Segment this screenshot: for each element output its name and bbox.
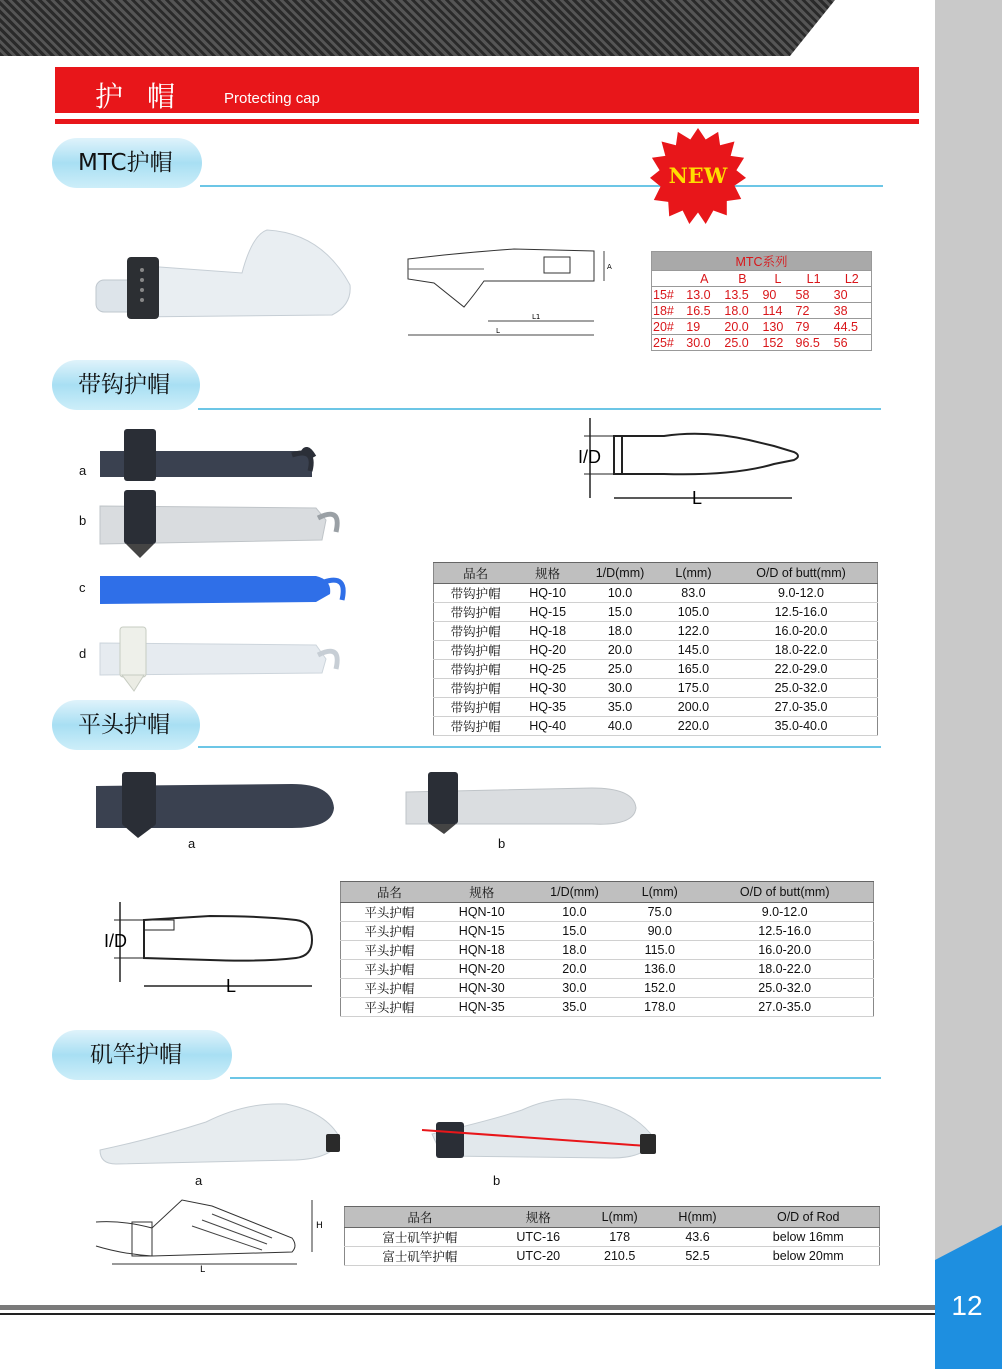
table-row bbox=[434, 641, 878, 660]
table-row bbox=[341, 979, 874, 998]
page-subtitle: Protecting cap bbox=[224, 90, 320, 107]
table-cell: 平头护帽 bbox=[341, 979, 438, 998]
table-cell: 20.0 bbox=[578, 641, 662, 660]
flat-cap-b-image bbox=[402, 770, 638, 834]
table-cell: HQ-10 bbox=[517, 584, 578, 603]
table-cell: 175.0 bbox=[662, 679, 725, 698]
table-cell: 20# bbox=[652, 319, 686, 335]
table-cell: 平头护帽 bbox=[341, 922, 438, 941]
flat-label-b: b bbox=[498, 836, 506, 851]
mtc-dim-l1: L1 bbox=[532, 313, 541, 321]
table-cell: 114 bbox=[761, 303, 794, 319]
table-cell: HQN-18 bbox=[438, 941, 526, 960]
table-cell: 18# bbox=[652, 303, 686, 319]
table-row bbox=[652, 303, 872, 319]
table-cell: 200.0 bbox=[662, 698, 725, 717]
table-row bbox=[341, 922, 874, 941]
table-header: 品名 bbox=[341, 882, 438, 903]
table-row bbox=[341, 903, 874, 922]
table-cell: 44.5 bbox=[833, 319, 872, 335]
new-badge-text: NEW bbox=[668, 163, 728, 188]
table-header: 品名 bbox=[434, 563, 518, 584]
table-cell: 带钩护帽 bbox=[434, 660, 518, 679]
rod-cap-b-image bbox=[402, 1094, 660, 1168]
table-header: 规格 bbox=[517, 563, 578, 584]
table-row bbox=[434, 622, 878, 641]
table-header: O/D of butt(mm) bbox=[725, 563, 878, 584]
table-cell: 带钩护帽 bbox=[434, 717, 518, 736]
table-cell: 210.5 bbox=[582, 1247, 658, 1266]
table-cell: 13.5 bbox=[723, 287, 761, 303]
table-cell: 25.0-32.0 bbox=[725, 679, 878, 698]
table-cell: 25# bbox=[652, 335, 686, 351]
table-row bbox=[434, 717, 878, 736]
table-cell: 9.0-12.0 bbox=[696, 903, 873, 922]
table-cell: 22.0-29.0 bbox=[725, 660, 878, 679]
table-row bbox=[434, 660, 878, 679]
table-cell: 79 bbox=[795, 319, 833, 335]
table-cell: 平头护帽 bbox=[341, 960, 438, 979]
table-cell: 115.0 bbox=[623, 941, 696, 960]
table-row bbox=[341, 941, 874, 960]
table-cell: 20.0 bbox=[723, 319, 761, 335]
table-cell: HQ-18 bbox=[517, 622, 578, 641]
table-cell: 带钩护帽 bbox=[434, 698, 518, 717]
section-divider bbox=[198, 746, 881, 748]
mtc-header-cell: B bbox=[723, 271, 761, 287]
table-cell: 52.5 bbox=[658, 1247, 738, 1266]
table-header: O/D of Rod bbox=[737, 1207, 879, 1228]
section-title-flat: 平头护帽 bbox=[52, 700, 200, 750]
mtc-header-cell bbox=[652, 271, 686, 287]
table-cell: 90.0 bbox=[623, 922, 696, 941]
table-header: H(mm) bbox=[658, 1207, 738, 1228]
flat-dim-l: L bbox=[226, 976, 237, 994]
mtc-header-cell: L1 bbox=[795, 271, 833, 287]
table-cell: 40.0 bbox=[578, 717, 662, 736]
mtc-spec-table bbox=[651, 251, 872, 351]
table-cell: HQ-30 bbox=[517, 679, 578, 698]
table-row bbox=[652, 287, 872, 303]
table-cell: 178.0 bbox=[623, 998, 696, 1017]
flat-spec-table bbox=[340, 881, 874, 1017]
table-cell: 12.5-16.0 bbox=[725, 603, 878, 622]
table-cell: 152 bbox=[761, 335, 794, 351]
table-header: 规格 bbox=[495, 1207, 582, 1228]
flat-label-a: a bbox=[188, 836, 196, 851]
right-margin-band bbox=[935, 0, 1002, 1369]
table-cell: HQN-10 bbox=[438, 903, 526, 922]
table-header: 品名 bbox=[345, 1207, 495, 1228]
table-cell: 12.5-16.0 bbox=[696, 922, 873, 941]
section-divider bbox=[230, 1077, 881, 1079]
table-cell: 13.0 bbox=[685, 287, 723, 303]
rod-label-a: a bbox=[195, 1173, 203, 1188]
table-cell: 43.6 bbox=[658, 1228, 738, 1247]
table-cell: 19 bbox=[685, 319, 723, 335]
hook-cap-d-image bbox=[96, 625, 346, 693]
table-row bbox=[345, 1228, 880, 1247]
table-cell: HQN-30 bbox=[438, 979, 526, 998]
table-cell: 15.0 bbox=[526, 922, 623, 941]
table-cell: 178 bbox=[582, 1228, 658, 1247]
footer-rule-thin bbox=[0, 1313, 935, 1315]
table-cell: 35.0-40.0 bbox=[725, 717, 878, 736]
table-cell: 130 bbox=[761, 319, 794, 335]
table-cell: 富士矶竿护帽 bbox=[345, 1247, 495, 1266]
table-cell: HQ-35 bbox=[517, 698, 578, 717]
table-header: 1/D(mm) bbox=[578, 563, 662, 584]
table-cell: below 20mm bbox=[737, 1247, 879, 1266]
table-cell: 56 bbox=[833, 335, 872, 351]
table-cell: 平头护帽 bbox=[341, 998, 438, 1017]
table-cell: 20.0 bbox=[526, 960, 623, 979]
table-row bbox=[652, 335, 872, 351]
table-header: L(mm) bbox=[623, 882, 696, 903]
table-cell: 220.0 bbox=[662, 717, 725, 736]
table-row bbox=[341, 960, 874, 979]
table-row bbox=[434, 698, 878, 717]
table-cell: 152.0 bbox=[623, 979, 696, 998]
page-title: 护帽 bbox=[95, 80, 200, 113]
hook-spec-table bbox=[433, 562, 878, 736]
table-cell: 27.0-35.0 bbox=[696, 998, 873, 1017]
hook-label-b: b bbox=[79, 513, 87, 528]
table-cell: 15# bbox=[652, 287, 686, 303]
hook-dim-l: L bbox=[692, 488, 703, 506]
mtc-dimension-drawing bbox=[404, 245, 614, 341]
hook-label-d: d bbox=[79, 646, 87, 661]
hook-cap-b-image bbox=[96, 488, 346, 560]
hook-cap-a-image bbox=[96, 425, 346, 485]
rod-dim-h: H bbox=[316, 1221, 323, 1231]
table-cell: 平头护帽 bbox=[341, 941, 438, 960]
table-header: 1/D(mm) bbox=[526, 882, 623, 903]
footer-rule bbox=[0, 1305, 935, 1310]
table-row bbox=[652, 319, 872, 335]
table-cell: 平头护帽 bbox=[341, 903, 438, 922]
table-cell: 带钩护帽 bbox=[434, 603, 518, 622]
table-cell: 145.0 bbox=[662, 641, 725, 660]
mtc-header-cell: L bbox=[761, 271, 794, 287]
rod-dim-l: L bbox=[200, 1265, 206, 1275]
mtc-dim-l: L bbox=[496, 327, 500, 335]
table-cell: 35.0 bbox=[578, 698, 662, 717]
table-cell: 18.0 bbox=[526, 941, 623, 960]
table-cell: HQN-35 bbox=[438, 998, 526, 1017]
table-cell: 25.0 bbox=[578, 660, 662, 679]
mtc-cap-image bbox=[92, 225, 360, 325]
table-cell: 27.0-35.0 bbox=[725, 698, 878, 717]
table-cell: 16.0-20.0 bbox=[725, 622, 878, 641]
hook-label-c: c bbox=[79, 580, 86, 595]
hook-label-a: a bbox=[79, 463, 87, 478]
table-cell: 16.5 bbox=[685, 303, 723, 319]
table-cell: 带钩护帽 bbox=[434, 584, 518, 603]
section-divider bbox=[198, 408, 881, 410]
table-header: O/D of butt(mm) bbox=[696, 882, 873, 903]
header-carbon-strip bbox=[0, 0, 835, 56]
table-cell: 38 bbox=[833, 303, 872, 319]
table-cell: 15.0 bbox=[578, 603, 662, 622]
page-number: 12 bbox=[951, 1290, 983, 1321]
section-title-rod: 矶竿护帽 bbox=[52, 1030, 232, 1080]
table-cell: 122.0 bbox=[662, 622, 725, 641]
table-cell: UTC-16 bbox=[495, 1228, 582, 1247]
table-row bbox=[341, 998, 874, 1017]
table-cell: below 16mm bbox=[737, 1228, 879, 1247]
mtc-dim-a: A bbox=[607, 263, 612, 271]
title-underline bbox=[55, 119, 919, 124]
table-cell: 136.0 bbox=[623, 960, 696, 979]
flat-dimension-drawing bbox=[100, 902, 340, 994]
rod-spec-table bbox=[344, 1206, 880, 1266]
table-cell: 18.0 bbox=[578, 622, 662, 641]
section-divider bbox=[200, 185, 883, 187]
table-cell: HQ-15 bbox=[517, 603, 578, 622]
table-header: L(mm) bbox=[582, 1207, 658, 1228]
table-cell: 30.0 bbox=[578, 679, 662, 698]
table-cell: 30 bbox=[833, 287, 872, 303]
table-cell: 25.0-32.0 bbox=[696, 979, 873, 998]
table-cell: 富士矶竿护帽 bbox=[345, 1228, 495, 1247]
table-cell: 带钩护帽 bbox=[434, 641, 518, 660]
section-title-hook: 带钩护帽 bbox=[52, 360, 200, 410]
table-cell: HQN-20 bbox=[438, 960, 526, 979]
rod-cap-a-image bbox=[96, 1098, 346, 1172]
table-row bbox=[434, 584, 878, 603]
table-cell: 75.0 bbox=[623, 903, 696, 922]
hook-cap-c-image bbox=[96, 570, 346, 610]
table-row bbox=[345, 1247, 880, 1266]
table-cell: HQ-20 bbox=[517, 641, 578, 660]
table-row bbox=[434, 679, 878, 698]
table-cell: 16.0-20.0 bbox=[696, 941, 873, 960]
table-cell: 72 bbox=[795, 303, 833, 319]
rod-label-b: b bbox=[493, 1173, 501, 1188]
table-cell: 10.0 bbox=[578, 584, 662, 603]
table-cell: 30.0 bbox=[685, 335, 723, 351]
flat-cap-a-image bbox=[92, 770, 338, 838]
table-cell: 105.0 bbox=[662, 603, 725, 622]
mtc-header-cell: L2 bbox=[833, 271, 872, 287]
table-row bbox=[434, 603, 878, 622]
table-cell: 18.0-22.0 bbox=[725, 641, 878, 660]
table-cell: HQ-25 bbox=[517, 660, 578, 679]
table-cell: 90 bbox=[761, 287, 794, 303]
table-cell: UTC-20 bbox=[495, 1247, 582, 1266]
table-cell: 30.0 bbox=[526, 979, 623, 998]
hook-dim-id: I/D bbox=[578, 447, 602, 467]
table-cell: HQN-15 bbox=[438, 922, 526, 941]
rod-dimension-drawing bbox=[92, 1194, 332, 1276]
table-cell: 96.5 bbox=[795, 335, 833, 351]
table-header: L(mm) bbox=[662, 563, 725, 584]
table-cell: 83.0 bbox=[662, 584, 725, 603]
mtc-header-cell: A bbox=[685, 271, 723, 287]
hook-dimension-drawing bbox=[574, 418, 806, 506]
table-cell: 35.0 bbox=[526, 998, 623, 1017]
table-cell: 165.0 bbox=[662, 660, 725, 679]
table-cell: 25.0 bbox=[723, 335, 761, 351]
table-cell: 10.0 bbox=[526, 903, 623, 922]
table-cell: 18.0 bbox=[723, 303, 761, 319]
flat-dim-id: I/D bbox=[104, 931, 128, 951]
table-cell: 18.0-22.0 bbox=[696, 960, 873, 979]
section-title-mtc: MTC护帽 bbox=[52, 138, 202, 188]
table-cell: 带钩护帽 bbox=[434, 679, 518, 698]
mtc-table-title: MTC系列 bbox=[652, 252, 872, 271]
table-cell: 带钩护帽 bbox=[434, 622, 518, 641]
table-cell: HQ-40 bbox=[517, 717, 578, 736]
table-cell: 58 bbox=[795, 287, 833, 303]
table-cell: 9.0-12.0 bbox=[725, 584, 878, 603]
table-header: 规格 bbox=[438, 882, 526, 903]
